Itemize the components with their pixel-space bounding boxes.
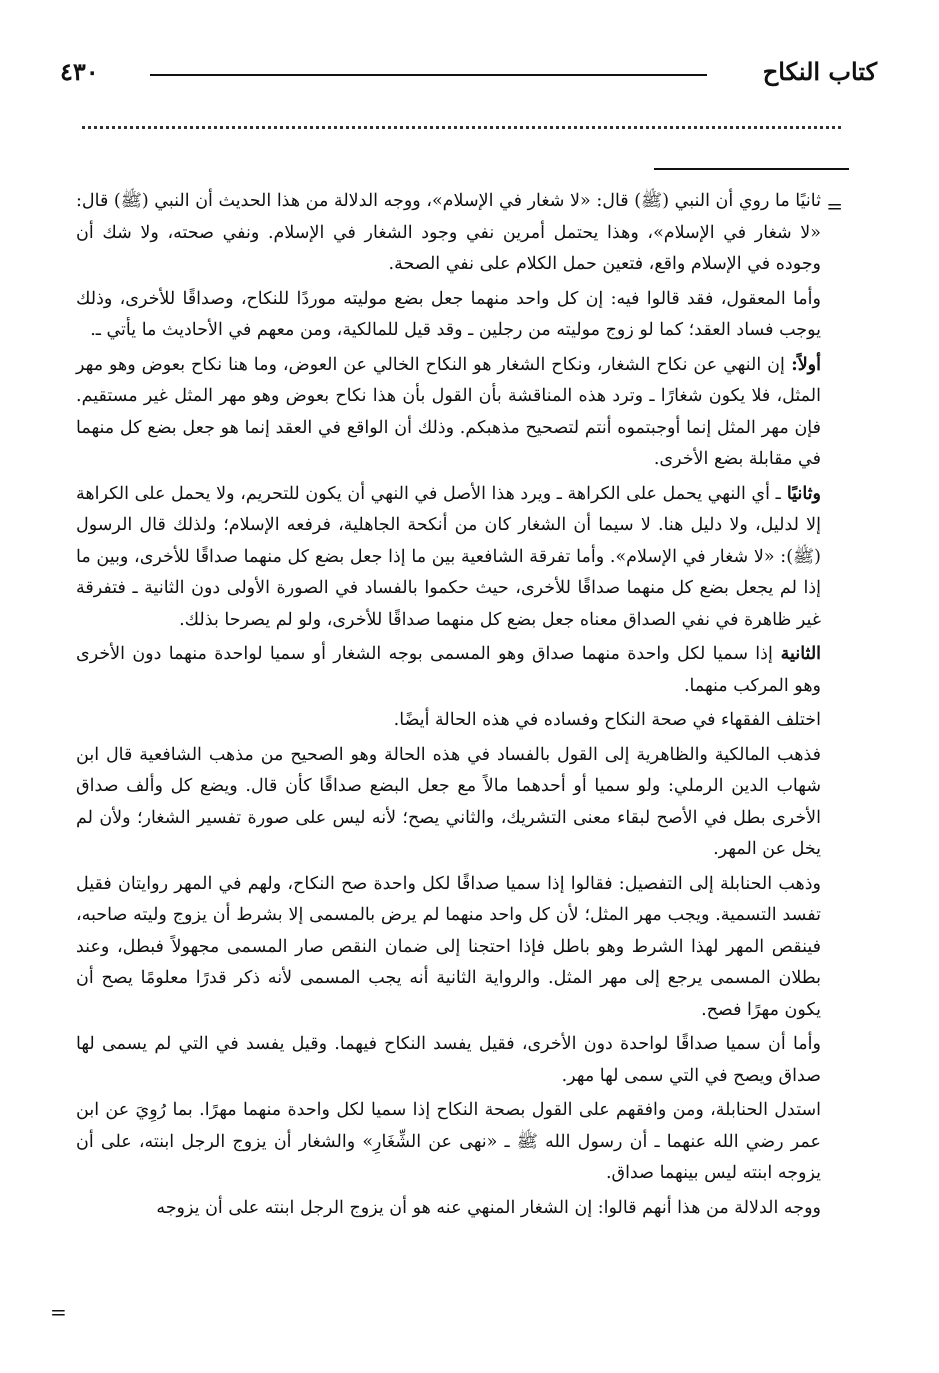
paragraph-text: وذهب الحنابلة إلى التفصيل: فقالوا إذا سميا صداقًا لكل واحدة صح النكاح، ولهم في المهر روايتان فقيل تفسد التسمية. ويجب مهر المثل؛ لأن كل واحد منهما لم يرض بالمسمى إلا بشرط أن يزوج وليته صاحبه، فينقص المهر لهذا الشرط وهو باطل فإذا احتجنا إلى ضمان النقص صار المسمى مجهولاً فبطل، وعند بطلان المسمى يرجع إلى مهر المثل. والرواية الثانية أنه يجب المسمى لأنه ذكر قدرًا معلومًا يصح أن يكون مهرًا فصح. [76,873,821,1020]
paragraph-text: اختلف الفقهاء في صحة النكاح وفساده في هذه الحالة أيضًا. [393,710,821,730]
paragraph-text: وأما المعقول، فقد قالوا فيه: إن كل واحد منهما جعل بضع موليته موردًا للنكاح، وصداقًا للأخرى، وذلك يوجب فساد العقد؛ كما لو زوج موليته من رجلين ـ وقد قيل للمالكية، ومن معهم في الأحاديث ما يأتي ـ. [76,288,821,340]
header-rule [150,74,707,76]
paragraph [76,639,821,702]
paragraph [76,1029,821,1092]
paragraph-lead: الثانية [772,644,822,664]
paragraph [76,740,821,866]
footnote-body [76,186,821,1227]
paragraph-text: إذا سميا لكل واحدة منهما صداق وهو المسمى بوجه الشغار أو سميا لواحدة منهما دون الأخرى وهو المركب منهما. [76,644,821,696]
continuation-mark-top: = [826,194,843,218]
paragraph [76,350,821,476]
paragraph-lead: أولاً: [784,354,821,375]
paragraph-text: وأما أن سميا صداقًا لواحدة دون الأخرى، فقيل يفسد النكاح فيهما. وقيل يفسد في التي لم يسمى لها صداق ويصح في التي سمى لها مهر. [76,1034,821,1086]
paragraph-text: فذهب المالكية والظاهرية إلى القول بالفساد في هذه الحالة وهو الصحيح من مذهب الشافعية قال ابن شهاب الدين الرملي: ولو سميا أو أحدهما مالاً مع جعل البضع صداقًا كأن قال. ويضع كل وألف صداق الأخرى بطل في الأصح لبقاء معنى التشريك، والثاني يصح؛ لأنه ليس على صورة تفسير الشغار؛ ولأن لم يخل عن المهر. [76,744,821,859]
dotted-separator [82,126,841,129]
page-number: ٤٣٠ [60,57,99,86]
page-header [60,52,877,92]
footnote-rule [654,168,849,170]
paragraph-text: إن النهي عن نكاح الشغار، ونكاح الشغار هو النكاح الخالي عن العوض، وما هنا نكاح بعوض وهو مهر المثل، فلا يكون شغارًا ـ وترد هذه المناقشة بأن القول بأن هذا نكاح بعوض وهو مهر المثل غير مستقيم. فإن مهر المثل إنما أوجبتموه أنتم لتصحيح مذهبكم. وذلك أن الواقع في العقد إنما هو جعل بضع كل منهما في مقابلة بضع الأخرى. [76,354,821,469]
paragraph [76,705,821,737]
paragraph-lead: وثانيًا [780,483,821,504]
paragraph-text: ثانيًا ما روي أن النبي (ﷺ) قال: «لا شغار في الإسلام»، ووجه الدلالة من هذا الحديث أن النبي (ﷺ) قال: «لا شغار في الإسلام»، وهذا يحتمل أمرين نفي وجود الشغار في الإسلام. ونفي صحته، ولا شك أن وجوده في الإسلام واقع، فتعين حمل الكلام على نفي الصحة. [76,191,821,274]
paragraph [76,869,821,1027]
paragraph-text: استدل الحنابلة، ومن وافقهم على القول بصحة النكاح إذا سميا لكل واحدة منهما مهرًا. بما رُوِيَ عن ابن عمر رضي الله عنهما ـ أن رسول الله ﷺ ـ «نهى عن الشِّغَارِ» والشغار أن يزوج الرجل ابنته، على أن يزوجه ابنته ليس بينهما صداق. [76,1100,821,1183]
continuation-mark-bottom: = [50,1300,67,1324]
paragraph [76,1095,821,1190]
paragraph-text: ـ أي النهي يحمل على الكراهة ـ ويرد هذا الأصل في النهي أن يكون للتحريم، ولا يحمل على الكراهة إلا لدليل، ولا دليل هنا. لا سيما أن الشغار كان من أنكحة الجاهلية، فرفعه الإسلام؛ ولذلك قال الرسول (ﷺ): «لا شغار في الإسلام». وأما تفرقة الشافعية بين ما إذا جعل بضع كل منهما صداقًا للأخرى، وبين ما إذا لم يجعل بضع كل منهما صداقًا للأخرى، حيث حكموا بالفساد في الصورة الأولى دون الثانية ـ فتفرقة غير ظاهرة في نفي الصداق معناه جعل بضع كل منهما صداقًا للأخرى، ولو لم يصرحا بذلك. [76,483,821,630]
paragraph [76,479,821,637]
paragraph-text: ووجه الدلالة من هذا أنهم قالوا: إن الشغار المنهي عنه هو أن يزوج الرجل ابنته على أن يزوجه [156,1197,821,1218]
paragraph [76,284,821,347]
paragraph [76,186,821,281]
paragraph [76,1193,821,1225]
book-title: كتاب النكاح [762,57,877,86]
